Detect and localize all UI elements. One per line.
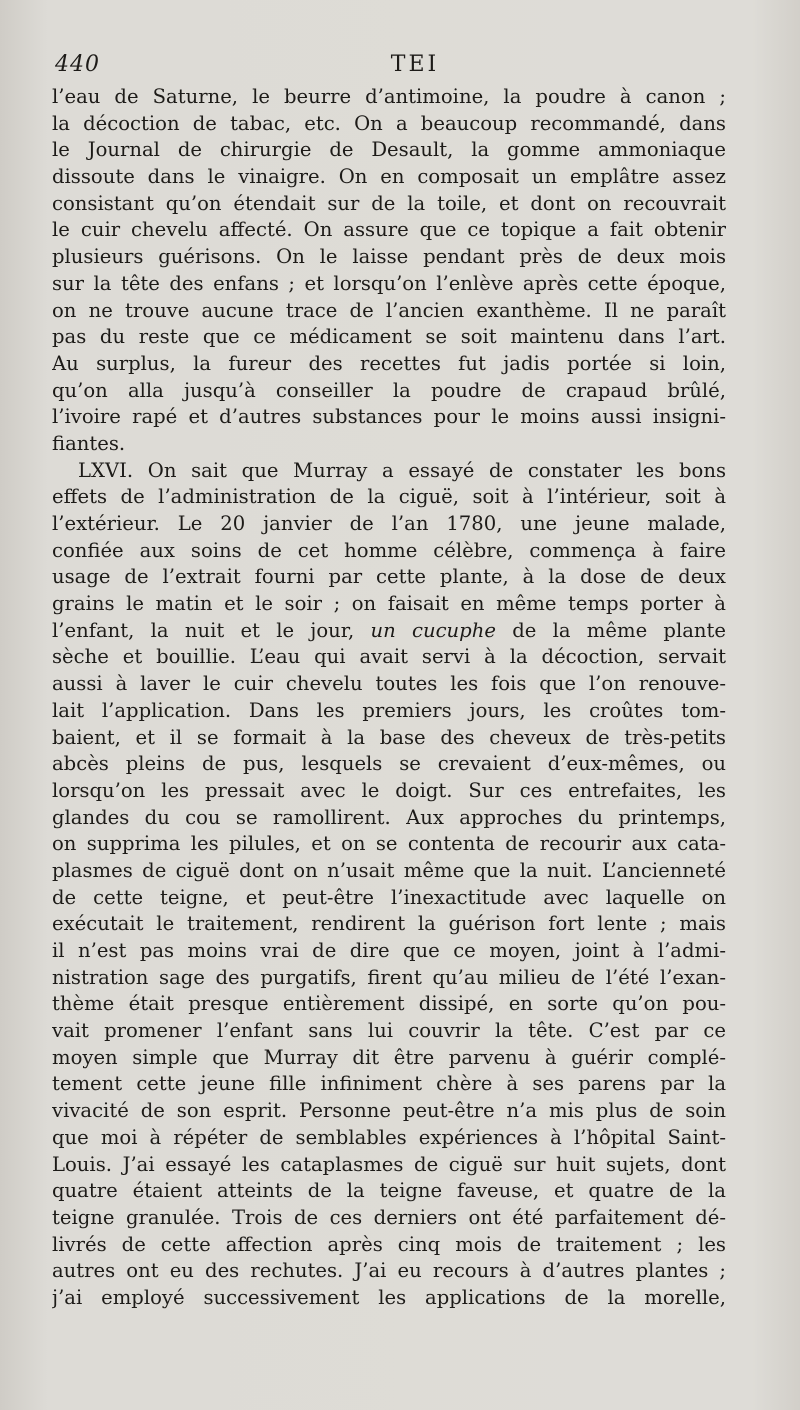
text-line: le Journal de chirurgie de Desault, la gomme ammoniaque <box>52 138 726 162</box>
text-line: usage de l’extrait fourni par cette plante, à la dose de deux <box>52 565 726 589</box>
text-line: confiée aux soins de cet homme célèbre, commença à faire <box>52 538 726 562</box>
text-line: fiantes. <box>52 431 126 455</box>
text-line: Au surplus, la fureur des recettes fut jadis portée si loin, <box>52 351 726 375</box>
text-line: j’ai employé successivement les applications de la morelle, <box>52 1285 726 1309</box>
text-line: teigne granulée. Trois de ces derniers ont été parfaitement dé- <box>52 1205 726 1229</box>
text-line: grains le matin et le soir ; on faisait en même temps porter à <box>52 592 726 616</box>
text-line: l’extérieur. Le 20 janvier de l’an 1780, une jeune malade, <box>52 512 726 535</box>
running-head: TEI <box>390 52 440 77</box>
text-line: vivacité de son esprit. Personne peut-être n’a mis plus de soin <box>52 1099 726 1123</box>
text-line: glandes du cou se ramollirent. Aux approches du printemps, <box>52 805 726 829</box>
text-line: sur la tête des enfans ; et lorsqu’on l’enlève après cette époque, <box>52 271 726 295</box>
text-line: plasmes de ciguë dont on n’usait même que la nuit. L’ancienneté <box>52 858 726 882</box>
text-line: on ne trouve aucune trace de l’ancien exanthème. Il ne paraît <box>52 298 726 322</box>
text-line: livrés de cette affection après cinq mois de traitement ; les <box>52 1232 726 1256</box>
text-line: abcès pleins de pus, lesquels se crevaient d’eux-mêmes, ou <box>52 752 726 776</box>
text-line: lait l’application. Dans les premiers jours, les croûtes tom- <box>52 698 726 722</box>
text-line: lorsqu’on les pressait avec le doigt. Sur ces entrefaites, les <box>52 778 726 802</box>
text-segment: l’enfant, la nuit et le jour, <box>52 618 371 642</box>
text-line: consistant qu’on étendait sur de la toile, et dont on recouvrait <box>52 191 726 215</box>
text-line: thème était presque entièrement dissipé, en sorte qu’on pou- <box>52 992 726 1016</box>
text-line <box>52 618 726 645</box>
text-line: moyen simple que Murray dit être parvenu à guérir complé- <box>52 1045 726 1069</box>
text-line: nistration sage des purgatifs, firent qu’au milieu de l’été l’exan- <box>52 965 726 989</box>
text-line: la décoction de tabac, etc. On a beaucoup recommandé, dans <box>52 111 726 135</box>
italic-segment: un cucuphe <box>370 618 496 642</box>
page-header <box>55 52 775 82</box>
text-line: aussi à laver le cuir chevelu toutes les fois que l’on renouve- <box>52 672 726 696</box>
text-line: qu’on alla jusqu’à conseiller la poudre de crapaud brûlé, <box>52 378 726 402</box>
text-line: quatre étaient atteints de la teigne faveuse, et quatre de la <box>52 1179 726 1203</box>
text-line: il n’est pas moins vrai de dire que ce moyen, joint à l’admi- <box>52 939 726 962</box>
text-line: baient, et il se formait à la base des cheveux de très-petits <box>52 725 726 749</box>
page-number: 440 <box>55 52 100 77</box>
text-line: autres ont eu des rechutes. J’ai eu recours à d’autres plantes ; <box>52 1259 726 1283</box>
text-line: pas du reste que ce médicament se soit maintenu dans l’art. <box>52 325 726 349</box>
text-line: sèche et bouillie. L’eau qui avait servi à la décoction, servait <box>52 645 726 669</box>
text-line: Louis. J’ai essayé les cataplasmes de ciguë sur huit sujets, dont <box>52 1152 726 1176</box>
text-line: plusieurs guérisons. On le laisse pendant près de deux mois <box>52 245 726 269</box>
text-line: vait promener l’enfant sans lui couvrir la tête. C’est par ce <box>52 1019 726 1043</box>
text-line: effets de l’administration de la ciguë, soit à l’intérieur, soit à <box>52 485 726 509</box>
text-line: LXVI. On sait que Murray a essayé de constater les bons <box>78 458 726 482</box>
text-line: le cuir chevelu affecté. On assure que ce topique a fait obtenir <box>52 218 726 242</box>
text-segment: de la même plante <box>495 618 726 642</box>
text-line: dissoute dans le vinaigre. On en composait un emplâtre assez <box>52 165 726 189</box>
text-line: que moi à répéter de semblables expériences à l’hôpital Saint- <box>52 1125 726 1149</box>
body-text <box>52 84 726 1312</box>
text-line: tement cette jeune fille infiniment chère à ses parens par la <box>52 1072 726 1096</box>
text-line: on supprima les pilules, et on se contenta de recourir aux cata- <box>52 832 726 856</box>
text-line: l’eau de Saturne, le beurre d’antimoine, la poudre à canon ; <box>52 85 726 108</box>
text-line: l’ivoire rapé et d’autres substances pour le moins aussi insigni- <box>52 405 726 429</box>
text-line: de cette teigne, et peut-être l’inexactitude avec laquelle on <box>52 885 726 909</box>
text-line: exécutait le traitement, rendirent la guérison fort lente ; mais <box>52 912 726 936</box>
